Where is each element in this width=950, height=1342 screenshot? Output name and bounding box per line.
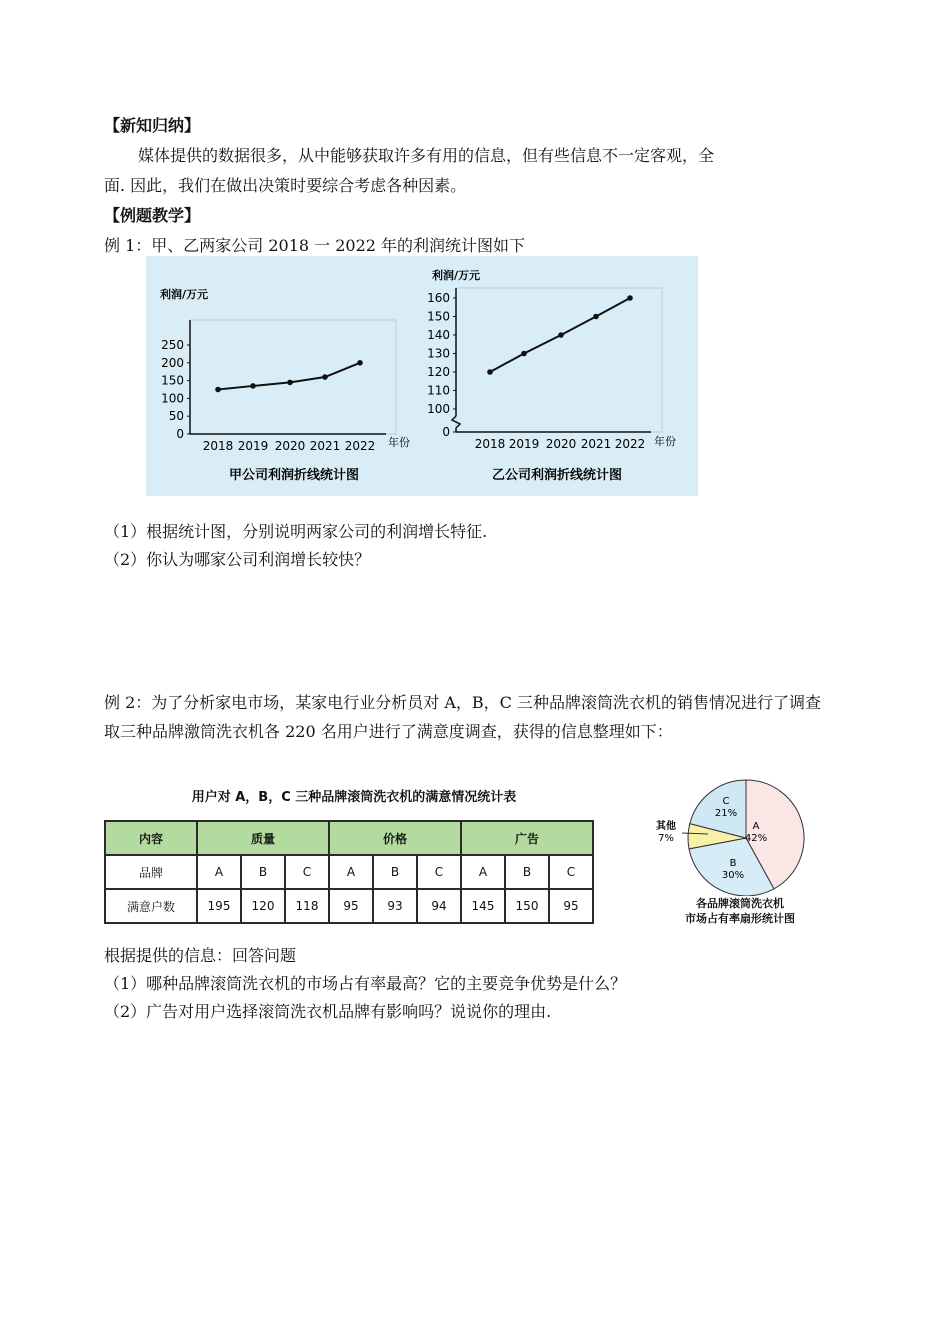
chart-jia-point bbox=[287, 380, 293, 386]
section-heading-new-knowledge: 【新知归纳】 bbox=[104, 116, 201, 135]
table-cell: 95 bbox=[329, 889, 373, 923]
pie-title-line2: 市场占有率扇形统计图 bbox=[685, 912, 795, 925]
table-cell: B bbox=[373, 855, 417, 889]
chart-yi-ytick-label: 150 bbox=[427, 309, 450, 324]
table-cell: C bbox=[549, 855, 593, 889]
pie-label-c: C bbox=[722, 796, 730, 807]
example2-question1: （1）哪种品牌滚筒洗衣机的市场占有率最高？它的主要竞争优势是什么？ bbox=[104, 974, 627, 993]
chart-yi-ytick-label: 160 bbox=[427, 291, 450, 305]
header-content: 内容 bbox=[105, 821, 197, 855]
chart-jia-point bbox=[357, 360, 363, 366]
profit-charts-panel bbox=[146, 256, 698, 496]
table-cell: B bbox=[241, 855, 285, 889]
chart-yi-ytick-label: 0 bbox=[442, 425, 450, 439]
pie-label-a: A bbox=[752, 821, 760, 832]
section-heading-examples: 【例题教学】 bbox=[104, 206, 201, 225]
table-header-row bbox=[105, 821, 593, 855]
example1-question1: （1）根据统计图，分别说明两家公司的利润增长特征. bbox=[104, 522, 488, 541]
summary-paragraph-line2: 面. 因此，我们在做出决策时要综合考虑各种因素。 bbox=[104, 176, 467, 195]
chart-yi-point bbox=[487, 369, 493, 375]
chart-jia-ytick-label: 150 bbox=[161, 373, 184, 388]
header-quality: 质量 bbox=[197, 821, 329, 855]
satisfaction-table-wrap bbox=[104, 820, 594, 924]
chart-jia-ytick-label: 50 bbox=[168, 409, 184, 424]
brand-row-label: 品牌 bbox=[105, 855, 197, 889]
chart-yi-xtick-label: 2021 bbox=[580, 437, 612, 451]
pie-title-line1: 各品牌滚筒洗衣机 bbox=[696, 897, 784, 910]
chart-jia-series-line bbox=[218, 363, 360, 390]
satisfaction-table bbox=[104, 820, 594, 924]
table-cell: A bbox=[197, 855, 241, 889]
profit-charts-svg bbox=[146, 256, 698, 496]
chart-jia bbox=[159, 287, 410, 483]
header-advertising: 广告 bbox=[461, 821, 593, 855]
header-price: 价格 bbox=[329, 821, 461, 855]
chart-yi-point bbox=[521, 351, 527, 357]
chart-yi-xtick-label: 2020 bbox=[545, 437, 577, 451]
table-cell: C bbox=[285, 855, 329, 889]
table-cell: 95 bbox=[549, 889, 593, 923]
pie-pct-other: 7% bbox=[658, 833, 674, 844]
example1-intro: 例 1：甲、乙两家公司 2018 一 2022 年的利润统计图如下 bbox=[104, 236, 526, 255]
table-cell: B bbox=[505, 855, 549, 889]
chart-jia-ytick-label: 100 bbox=[161, 391, 184, 406]
chart-yi-xtick-label: 2019 bbox=[508, 437, 540, 451]
satisfaction-table-title: 用户对 A，B，C 三种品牌滚筒洗衣机的满意情况统计表 bbox=[191, 790, 517, 805]
pie-label-b: B bbox=[729, 858, 737, 869]
market-share-pie-caption bbox=[650, 896, 830, 926]
chart-yi-point bbox=[627, 295, 633, 301]
chart-yi-ytick-label: 110 bbox=[427, 383, 450, 398]
chart-yi-xtick-label: 2022 bbox=[614, 437, 646, 451]
table-cell: 150 bbox=[505, 889, 549, 923]
chart-jia-ytick-label: 0 bbox=[176, 427, 184, 441]
count-row-label: 满意户数 bbox=[105, 889, 197, 923]
chart-yi-title: 乙公司利润折线统计图 bbox=[491, 468, 623, 483]
chart-jia-title: 甲公司利润折线统计图 bbox=[228, 468, 360, 483]
chart-jia-xtick-label: 2019 bbox=[237, 439, 269, 453]
summary-paragraph-line1: 媒体提供的数据很多，从中能够获取许多有用的信息，但有些信息不一定客观，全 bbox=[138, 146, 715, 165]
example1-question2: （2）你认为哪家公司利润增长较快？ bbox=[104, 550, 371, 569]
table-cell: 145 bbox=[461, 889, 505, 923]
table-cell: 93 bbox=[373, 889, 417, 923]
table-cell: A bbox=[329, 855, 373, 889]
chart-jia-point bbox=[322, 374, 328, 380]
chart-jia-ytick-label: 250 bbox=[161, 338, 184, 352]
chart-jia-point bbox=[215, 387, 221, 393]
table-count-row bbox=[105, 889, 593, 923]
pie-pct-b: 30% bbox=[721, 870, 745, 881]
chart-jia-xtick-label: 2018 bbox=[202, 439, 234, 453]
chart-jia-xtick-label: 2022 bbox=[344, 439, 376, 453]
chart-yi-point bbox=[558, 332, 564, 338]
pie-pct-c: 21% bbox=[714, 808, 738, 819]
chart-yi bbox=[427, 268, 676, 483]
example2-prompt: 根据提供的信息：回答问题 bbox=[104, 946, 297, 965]
chart-yi-ytick-label: 140 bbox=[427, 328, 450, 342]
table-cell: 120 bbox=[241, 889, 285, 923]
chart-jia-frame bbox=[190, 320, 396, 434]
chart-yi-ytick-label: 100 bbox=[427, 402, 450, 416]
market-share-pie-svg bbox=[640, 766, 840, 896]
chart-yi-ytick-label: 120 bbox=[427, 365, 450, 379]
chart-jia-point bbox=[250, 383, 256, 389]
chart-jia-xlabel: 年份 bbox=[388, 436, 410, 449]
example2-intro-line2: 取三种品牌激筒洗衣机各 220 名用户进行了满意度调查，获得的信息整理如下： bbox=[104, 722, 673, 741]
table-cell: 94 bbox=[417, 889, 461, 923]
example2-intro-line1: 例 2：为了分析家电市场，某家电行业分析员对 A，B，C 三种品牌滚筒洗衣机的销售情况进行了调查 bbox=[104, 693, 821, 712]
chart-yi-point bbox=[593, 314, 599, 320]
table-cell: 195 bbox=[197, 889, 241, 923]
chart-jia-ytick-label: 200 bbox=[161, 355, 184, 370]
chart-jia-ylabel: 利润/万元 bbox=[160, 288, 209, 301]
chart-yi-xlabel: 年份 bbox=[654, 435, 676, 448]
chart-yi-ylabel: 利润/万元 bbox=[432, 269, 481, 282]
example2-question2: （2）广告对用户选择滚筒洗衣机品牌有影响吗？说说你的理由. bbox=[104, 1002, 552, 1021]
table-cell: A bbox=[461, 855, 505, 889]
pie-pct-a: 42% bbox=[744, 833, 768, 844]
chart-yi-xtick-label: 2018 bbox=[474, 437, 506, 451]
chart-yi-ytick-label: 130 bbox=[427, 346, 450, 361]
pie-label-other: 其他 bbox=[656, 821, 676, 832]
table-cell: 118 bbox=[285, 889, 329, 923]
chart-jia-xtick-label: 2021 bbox=[309, 439, 341, 453]
table-cell: C bbox=[417, 855, 461, 889]
chart-yi-frame bbox=[456, 288, 662, 432]
chart-jia-xtick-label: 2020 bbox=[274, 439, 306, 453]
table-brand-row bbox=[105, 855, 593, 889]
